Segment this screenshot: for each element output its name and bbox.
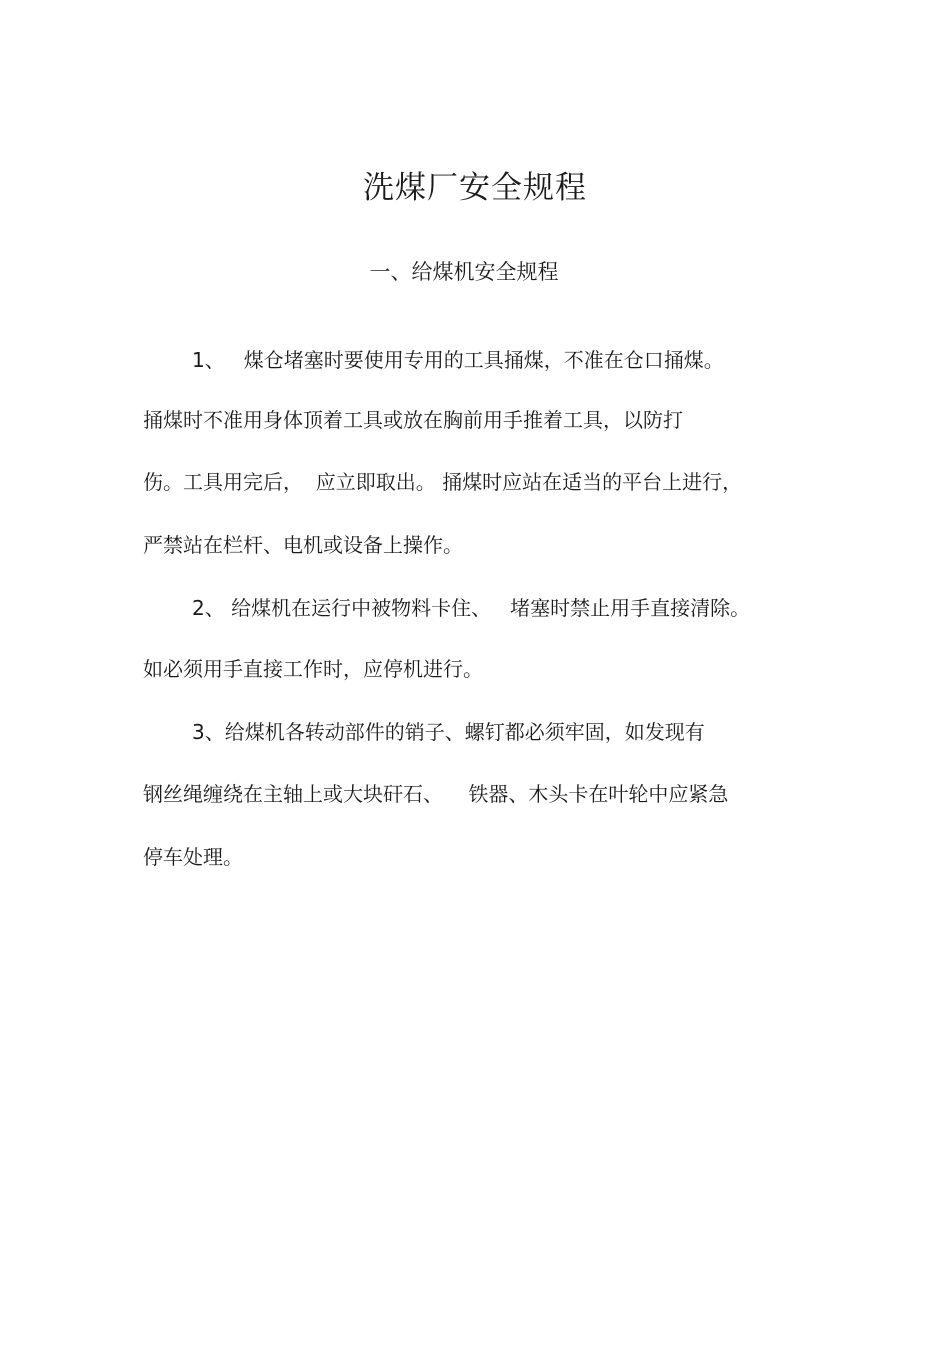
paragraph-2-line-2: 如必须用手直接工作时，应停机进行。 [143,657,483,681]
document-title: 洗煤厂安全规程 [363,170,587,206]
paragraph-3-line-3: 停车处理。 [143,845,243,869]
paragraph-1-line-1: 1、 煤仓堵塞时要使用专用的工具捅煤，不准在仓口捅煤。 [192,348,724,372]
section-heading: 一、给煤机安全规程 [369,260,559,284]
paragraph-3-line-1: 3、给煤机各转动部件的销子、螺钉都必须牢固，如发现有 [192,720,705,744]
paragraph-3-line-2: 钢丝绳缠绕在主轴上或大块矸石、 铁器、木头卡在叶轮中应紧急 [143,782,729,806]
paragraph-1-line-3: 伤。工具用完后， 应立即取出。 捅煤时应站在适当的平台上进行， [143,470,743,494]
paragraph-2-line-1: 2、 给煤机在运行中被物料卡住、 堵塞时禁止用手直接清除。 [192,596,751,620]
paragraph-1-line-2: 捅煤时不准用身体顶着工具或放在胸前用手推着工具，以防打 [143,408,683,432]
paragraph-1-line-4: 严禁站在栏杆、电机或设备上操作。 [143,533,463,557]
